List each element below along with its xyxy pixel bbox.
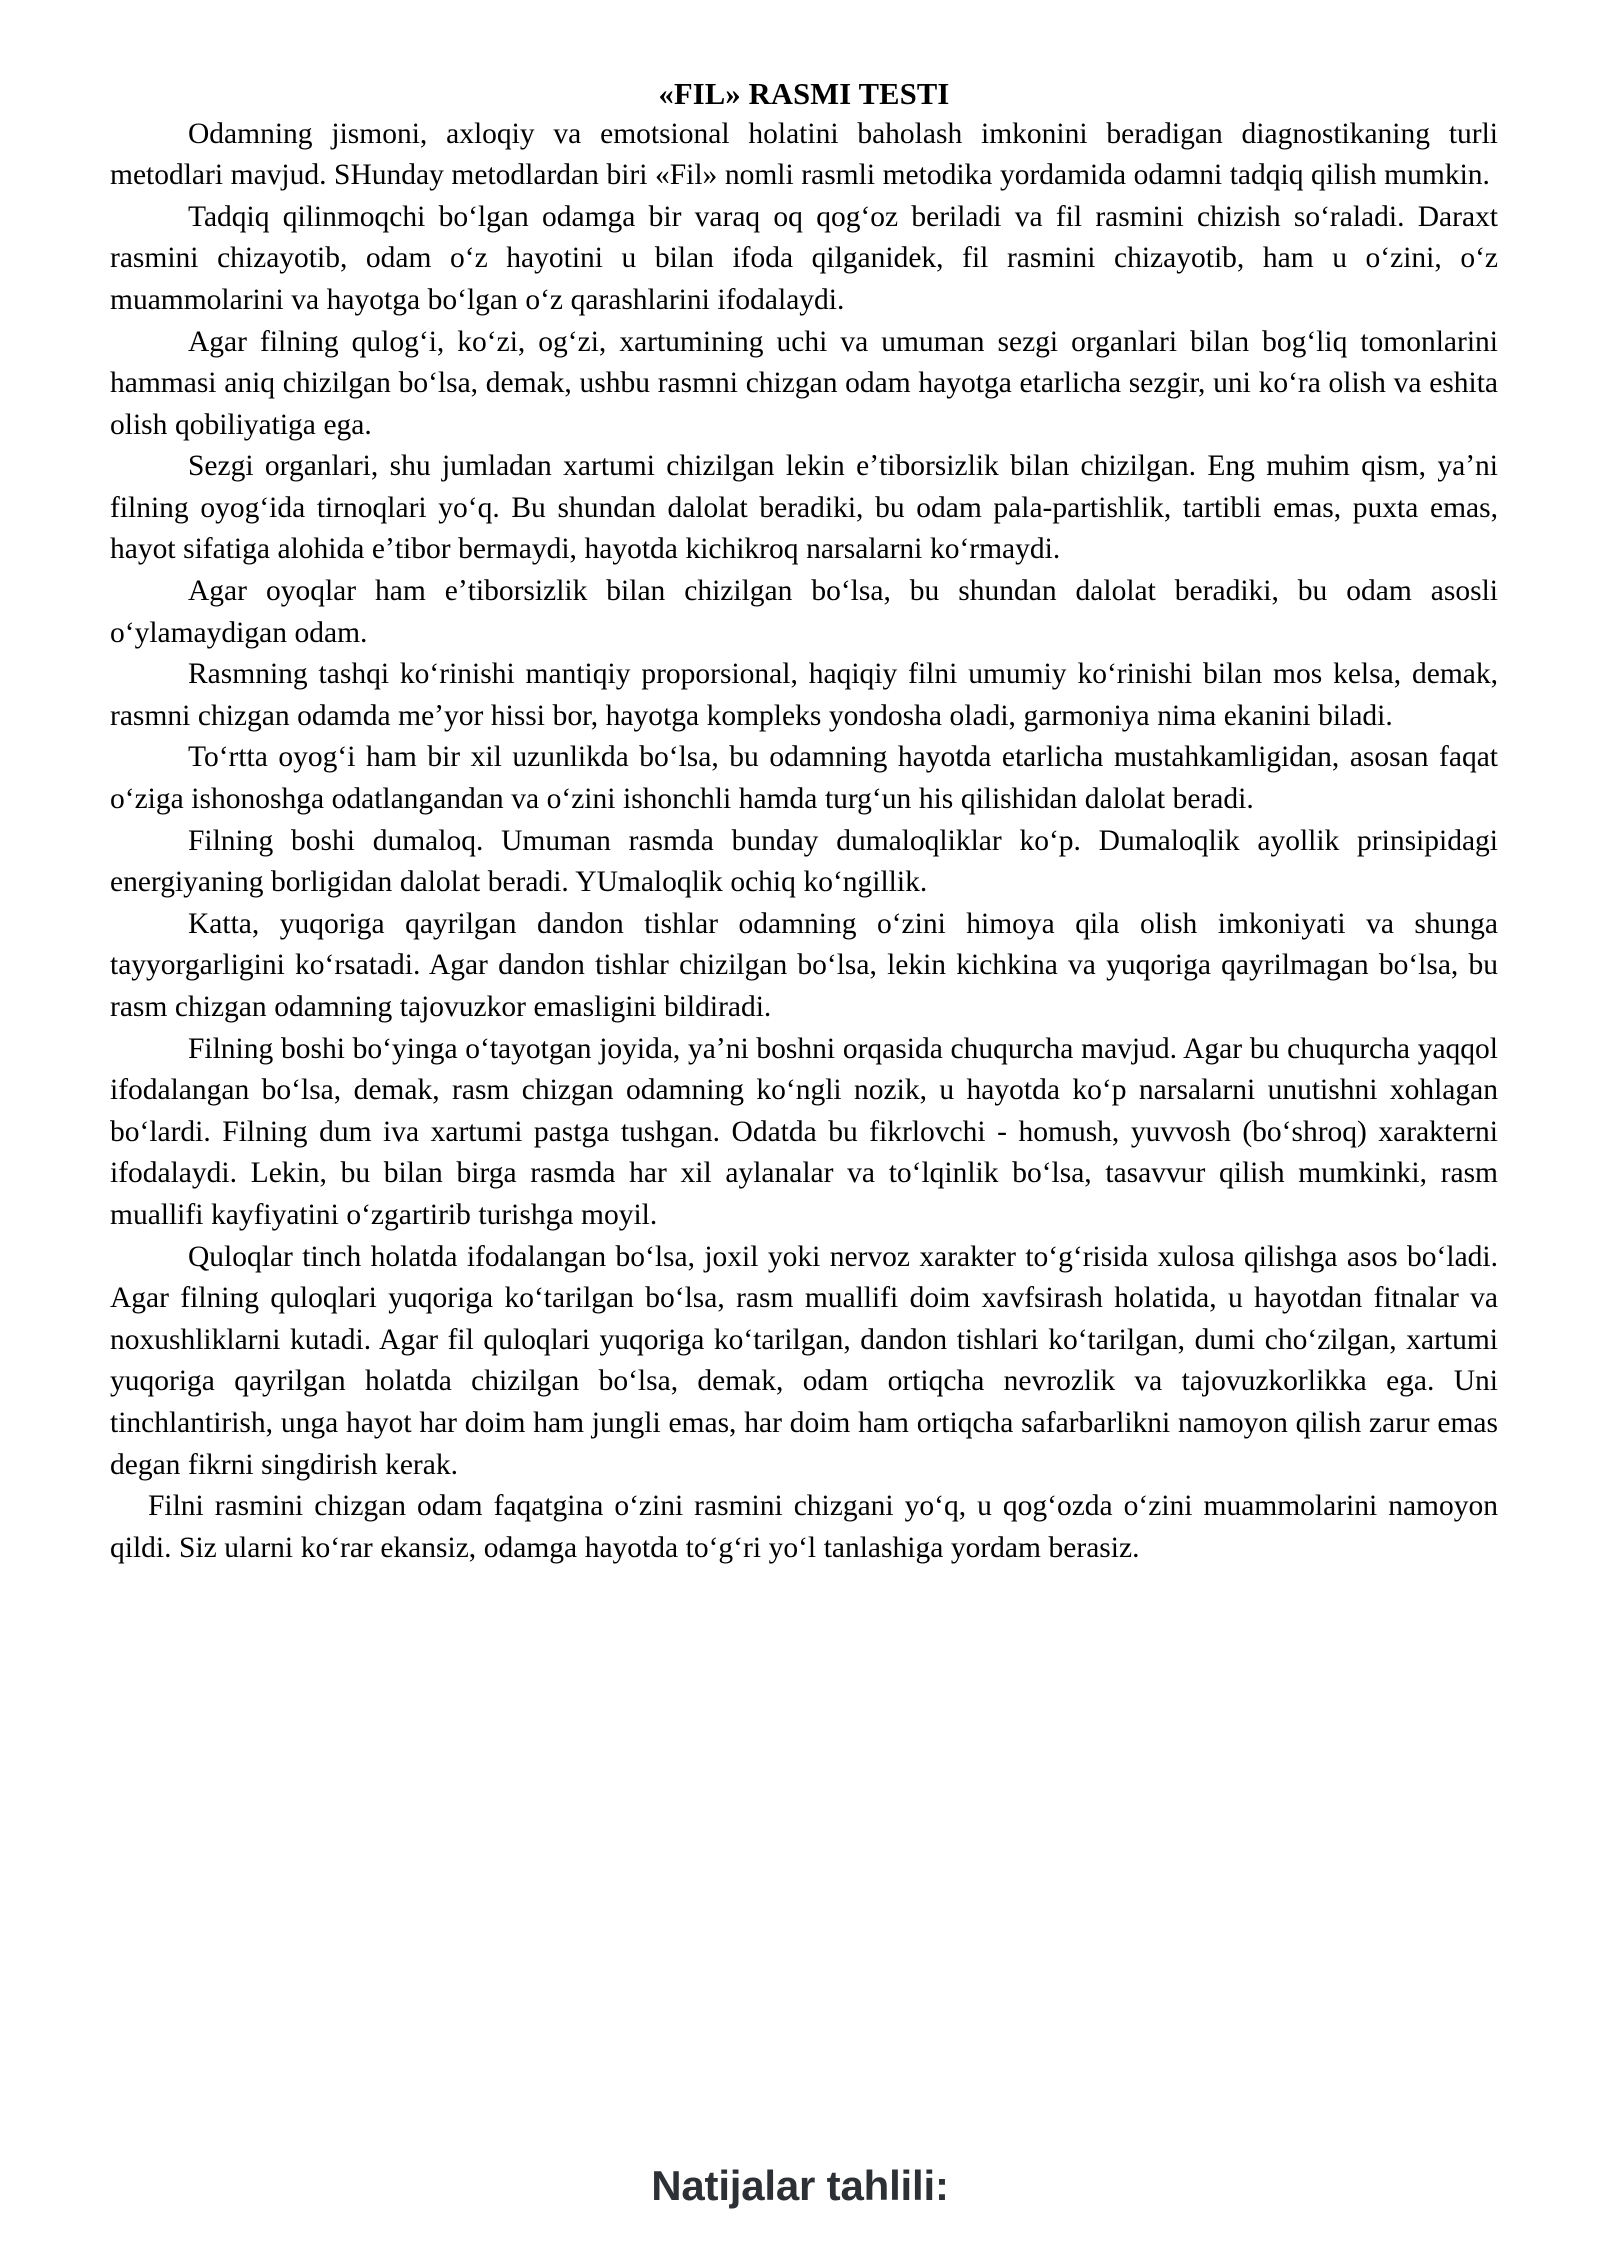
paragraph: Rasmning tashqi koʻrinishi mantiqiy proporsional, haqiqiy filni umumiy koʻrinishi bilan mos kelsa, demak, rasmni chizgan odamda meʼyor hissi bor, hayotga kompleks yondosha oladi, garmoniya nima ekanini biladi.	[110, 658, 1498, 732]
paragraph: Katta, yuqoriga qayrilgan dandon tishlar odamning oʻzini himoya qila olish imkoniyati va shunga tayyorgarligini koʻrsatadi. Agar dandon tishlar chizilgan boʻlsa, lekin kichkina va yuqoriga qayrilmagan boʻlsa, bu rasm chizgan odamning tajovuzkor emasligini bildiradi.	[110, 907, 1498, 1024]
paragraph: Filni rasmini chizgan odam faqatgina oʻzini rasmini chizgani yoʻq, u qogʻozda oʻzini muammolarini namoyon qildi. Siz ularni koʻrar ekansiz, odamga hayotda toʻgʻri yoʻl tanlashiga yordam berasiz.	[110, 1490, 1498, 1564]
paragraph: Quloqlar tinch holatda ifodalangan boʻlsa, joxil yoki nervoz xarakter toʻgʻrisida xulosa qilishga asos boʻladi. Agar filning quloqlari yuqoriga koʻtarilgan boʻlsa, rasm muallifi doim xavfsirash holatida, u hayotdan fitnalar va noxushliklarni kutadi. Agar fil quloqlari yuqoriga koʻtarilgan, dandon tishlari koʻtarilgan, dumi choʻzilgan, xartumi yuqoriga qayrilgan holatda chizilgan boʻlsa, demak, odam ortiqcha nevrozlik va tajovuzkorlikka ega. Uni tinchlantirish, unga hayot har doim ham jungli emas, har doim ham ortiqcha safarbarlikni namoyon qilish zarur emas degan fikrni singdirish kerak.	[110, 1240, 1498, 1481]
paragraph: Toʻrtta oyogʻi ham bir xil uzunlikda boʻlsa, bu odamning hayotda etarlicha mustahkamligidan, asosan faqat oʻziga ishonoshga odatlangandan va oʻzini ishonchli hamda turgʻun his qilishidan dalolat beradi.	[110, 741, 1498, 816]
paragraph: Agar filning qulogʻi, koʻzi, ogʻzi, xartumining uchi va umuman sezgi organlari bilan bogʻliq tomonlarini hammasi aniq chizilgan boʻlsa, demak, ushbu rasmni chizgan odam hayotga etarlicha sezgir, uni koʻra olish va eshita olish qobiliyatiga ega.	[110, 325, 1498, 441]
paragraph: Odamning jismoni, axloqiy va emotsional holatini baholash imkonini beradigan diagnostikaning turli metodlari mavjud. SHunday metodlardan biri «Fil» nomli rasmli metodika yordamida odamni tadqiq qilish mumkin.	[110, 117, 1498, 192]
paragraph: Tadqiq qilinmoqchi boʻlgan odamga bir varaq oq qogʻoz beriladi va fil rasmini chizish soʻraladi. Daraxt rasmini chizayotib, odam oʻz hayotini u bilan ifoda qilganidek, fil rasmini chizayotib, ham u oʻzini, oʻz muammolarini va hayotga boʻlgan oʻz qarashlarini ifodalaydi.	[110, 200, 1498, 316]
paragraph: Agar oyoqlar ham eʼtiborsizlik bilan chizilgan boʻlsa, bu shundan dalolat beradiki, bu odam asosli oʻylamaydigan odam.	[110, 575, 1498, 649]
section-heading-natijalar-tahlili: Natijalar tahlili:	[651, 2162, 949, 2209]
paragraph: Filning boshi dumaloq. Umuman rasmda bunday dumaloqliklar koʻp. Dumaloqlik ayollik prinsipidagi energiyaning borligidan dalolat beradi. YUmaloqlik ochiq koʻngillik.	[110, 824, 1498, 899]
paragraph: Filning boshi boʻyinga oʻtayotgan joyida, yaʼni boshni orqasida chuqurcha mavjud. Agar bu chuqurcha yaqqol ifodalangan boʻlsa, demak, rasm chizgan odamning koʻngli nozik, u hayotda koʻp narsalarni unutishni xohlagan boʻlardi. Filning dum iva xartumi pastga tushgan. Odatda bu fikrlovchi - homush, yuvvosh (boʻshroq) xarakterni ifodalaydi. Lekin, bu bilan birga rasmda har xil aylanalar va toʻlqinlik boʻlsa, tasavvur qilish mumkinki, rasm muallifi kayfiyatini oʻzgartirib turishga moyil.	[110, 1032, 1498, 1231]
document-body	[110, 78, 1498, 1569]
page-title: «FIL» RASMI TESTI	[658, 77, 950, 111]
paragraph: Sezgi organlari, shu jumladan xartumi chizilgan lekin eʼtiborsizlik bilan chizilgan. Eng muhim qism, yaʼni filning oyogʻida tirnoqlari yoʻq. Bu shundan dalolat beradiki, bu odam pala-partishlik, tartibli emas, puxta emas, hayot sifatiga alohida eʼtibor bermaydi, hayotda kichikroq narsalarni koʻrmaydi.	[110, 450, 1498, 566]
